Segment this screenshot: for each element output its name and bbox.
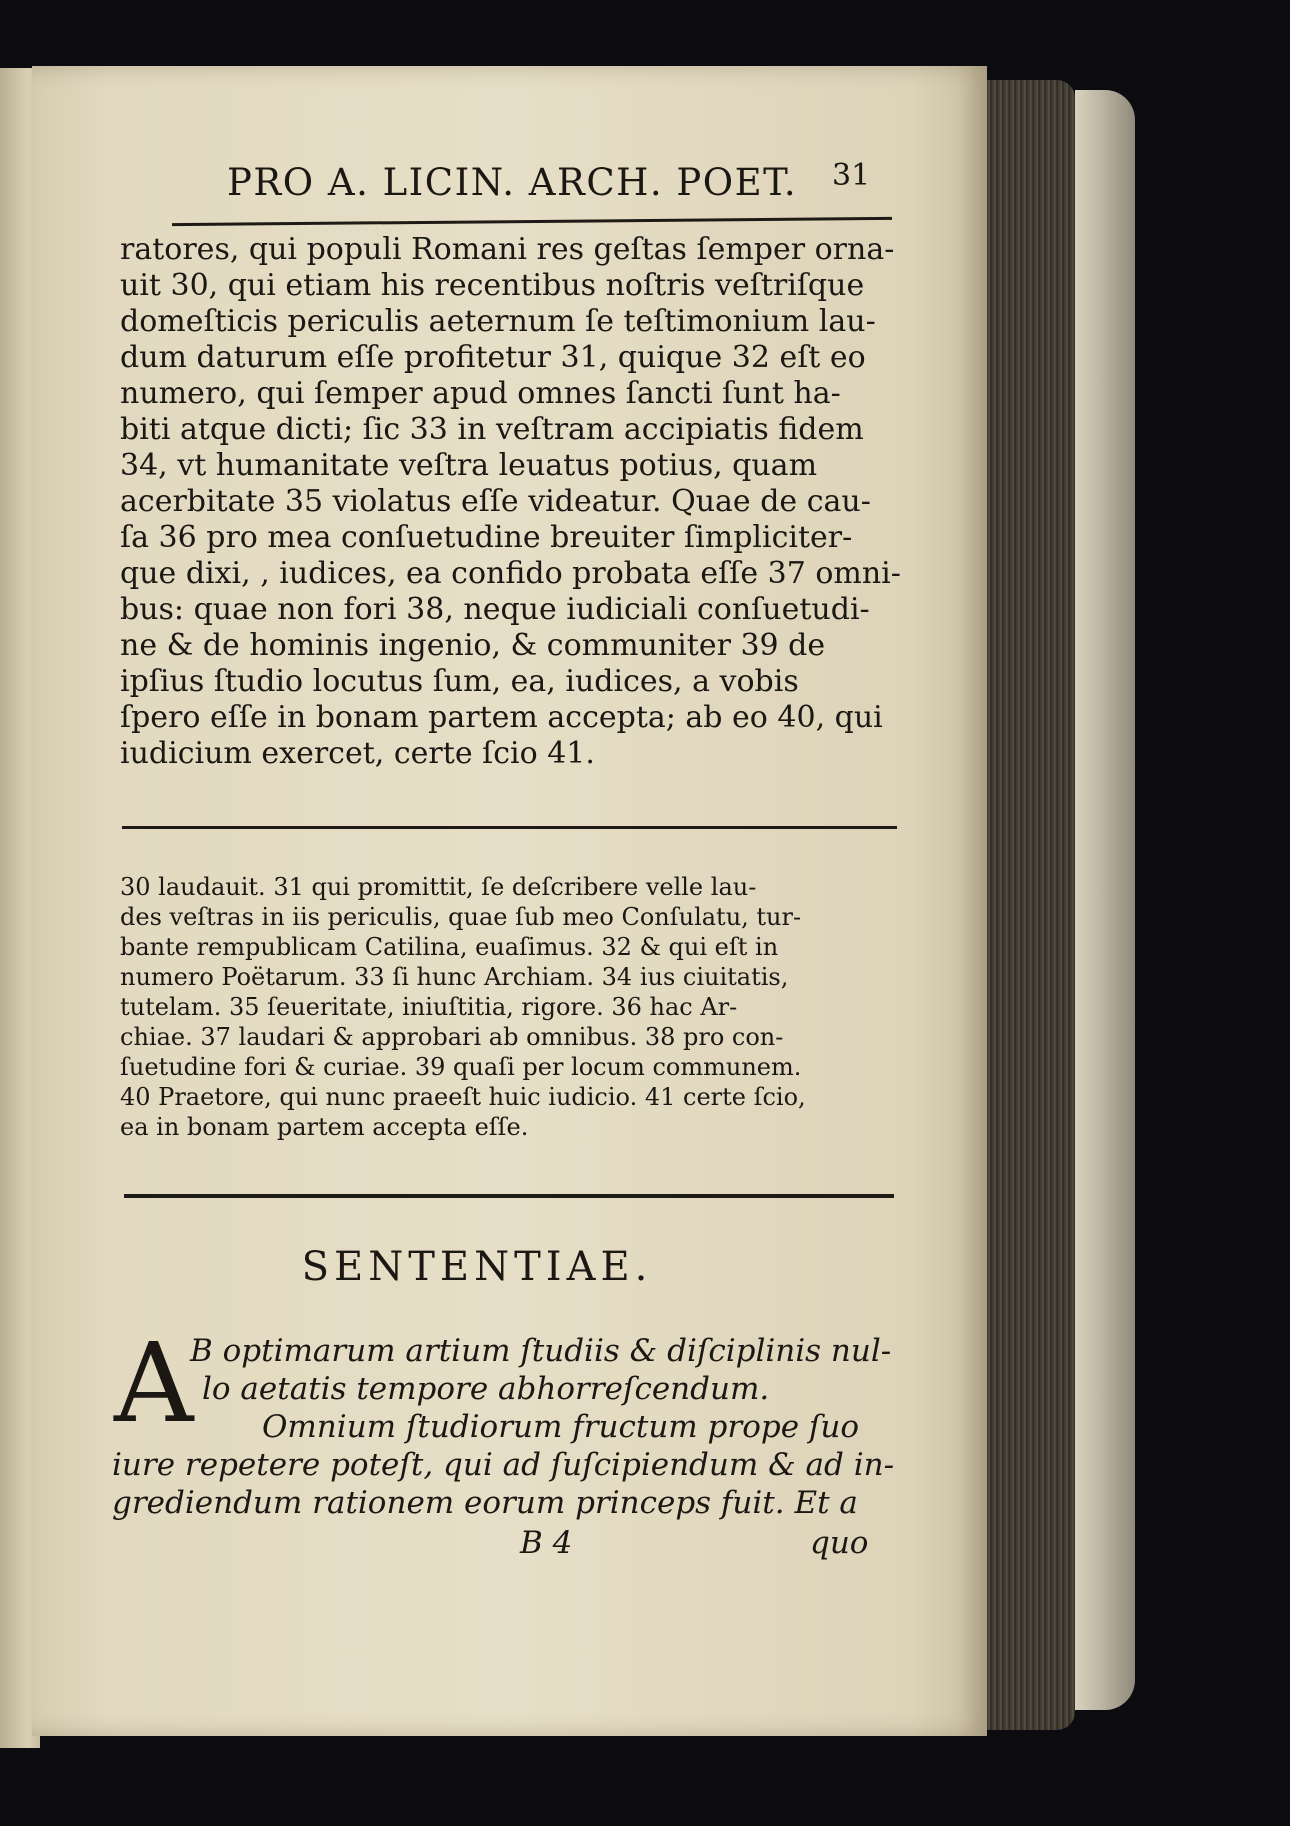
page-stack [975,80,1075,1730]
body-line: ſa 36 pro mea conſuetudine breuiter ſimpliciter- [120,520,853,555]
body-line: uit 30, qui etiam his recentibus noſtris veſtriſque [120,268,865,303]
note-line: ea in bonam partem accepta eſſe. [120,1113,529,1141]
book-cover-edge [1075,90,1135,1710]
body-line: ratores, qui populi Romani res geſtas ſemper orna- [120,232,895,267]
body-line: acerbitate 35 violatus eſſe videatur. Quae de cau- [120,484,871,519]
body-line: iudicium exercet, certe ſcio 41. [120,736,595,771]
header-rule [172,217,892,226]
note-line: chiae. 37 laudari & approbari ab omnibus. 38 pro con- [120,1023,784,1051]
note-line: des veſtras in iis periculis, quae ſub meo Conſulatu, tur- [120,903,802,931]
body-line: ſpero eſſe in bonam partem accepta; ab eo 40, qui [120,700,883,735]
sententia-line: iure repetere poteſt, qui ad ſuſcipiendum & ad in- [112,1447,895,1483]
page-number: 31 [832,158,871,193]
section-rule [124,1194,894,1198]
note-line: ſuetudine fori & curiae. 39 quaſi per locum communem. [120,1053,802,1081]
note-line: bante rempublicam Catilina, euaſimus. 32 & qui eſt in [120,933,779,961]
catchword: quo [810,1525,869,1561]
body-line: biti atque dicti; ſic 33 in veſtram accipiatis fidem [120,412,864,447]
body-line: bus: quae non fori 38, neque iudiciali conſuetudi- [120,592,870,627]
sententia-line: Omnium ſtudiorum fructum prope ſuo [262,1409,860,1445]
sententia-line: B optimarum artium ſtudiis & diſciplinis nul- [190,1333,892,1369]
signature-mark: B 4 [520,1525,573,1561]
body-line: dum daturum eſſe profitetur 31, quique 32 eſt eo [120,340,866,375]
body-line: ne & de hominis ingenio, & communiter 39 de [120,628,826,663]
body-line: numero, qui ſemper apud omnes ſancti ſunt ha- [120,376,841,411]
body-line: ipſius ſtudio locutus ſum, ea, iudices, a vobis [120,664,799,699]
body-line: domeſticis periculis aeternum ſe teſtimonium lau- [120,304,876,339]
notes-rule [122,826,897,829]
body-line: 34, vt humanitate veſtra leuatus potius, quam [120,448,818,483]
body-line: que dixi, , iudices, ea confido probata eſſe 37 omni- [120,556,901,591]
drop-cap: A [114,1319,194,1447]
book-page [32,66,987,1736]
note-line: numero Poëtarum. 33 ſi hunc Archiam. 34 ius ciuitatis, [120,963,789,991]
section-title: SENTENTIAE. [301,1244,653,1290]
note-line: tutelam. 35 ſeueritate, iniuſtitia, rigore. 36 hac Ar- [120,993,738,1021]
running-title: PRO A. LICIN. ARCH. POET. [227,161,798,204]
sententia-line: lo aetatis tempore abhorreſcendum. [202,1371,770,1407]
sententia-line: grediendum rationem eorum princeps fuit. Et a [112,1485,858,1521]
note-line: 30 laudauit. 31 qui promittit, ſe deſcribere velle lau- [120,873,757,901]
note-line: 40 Praetore, qui nunc praeeſt huic iudicio. 41 certe ſcio, [120,1083,806,1111]
